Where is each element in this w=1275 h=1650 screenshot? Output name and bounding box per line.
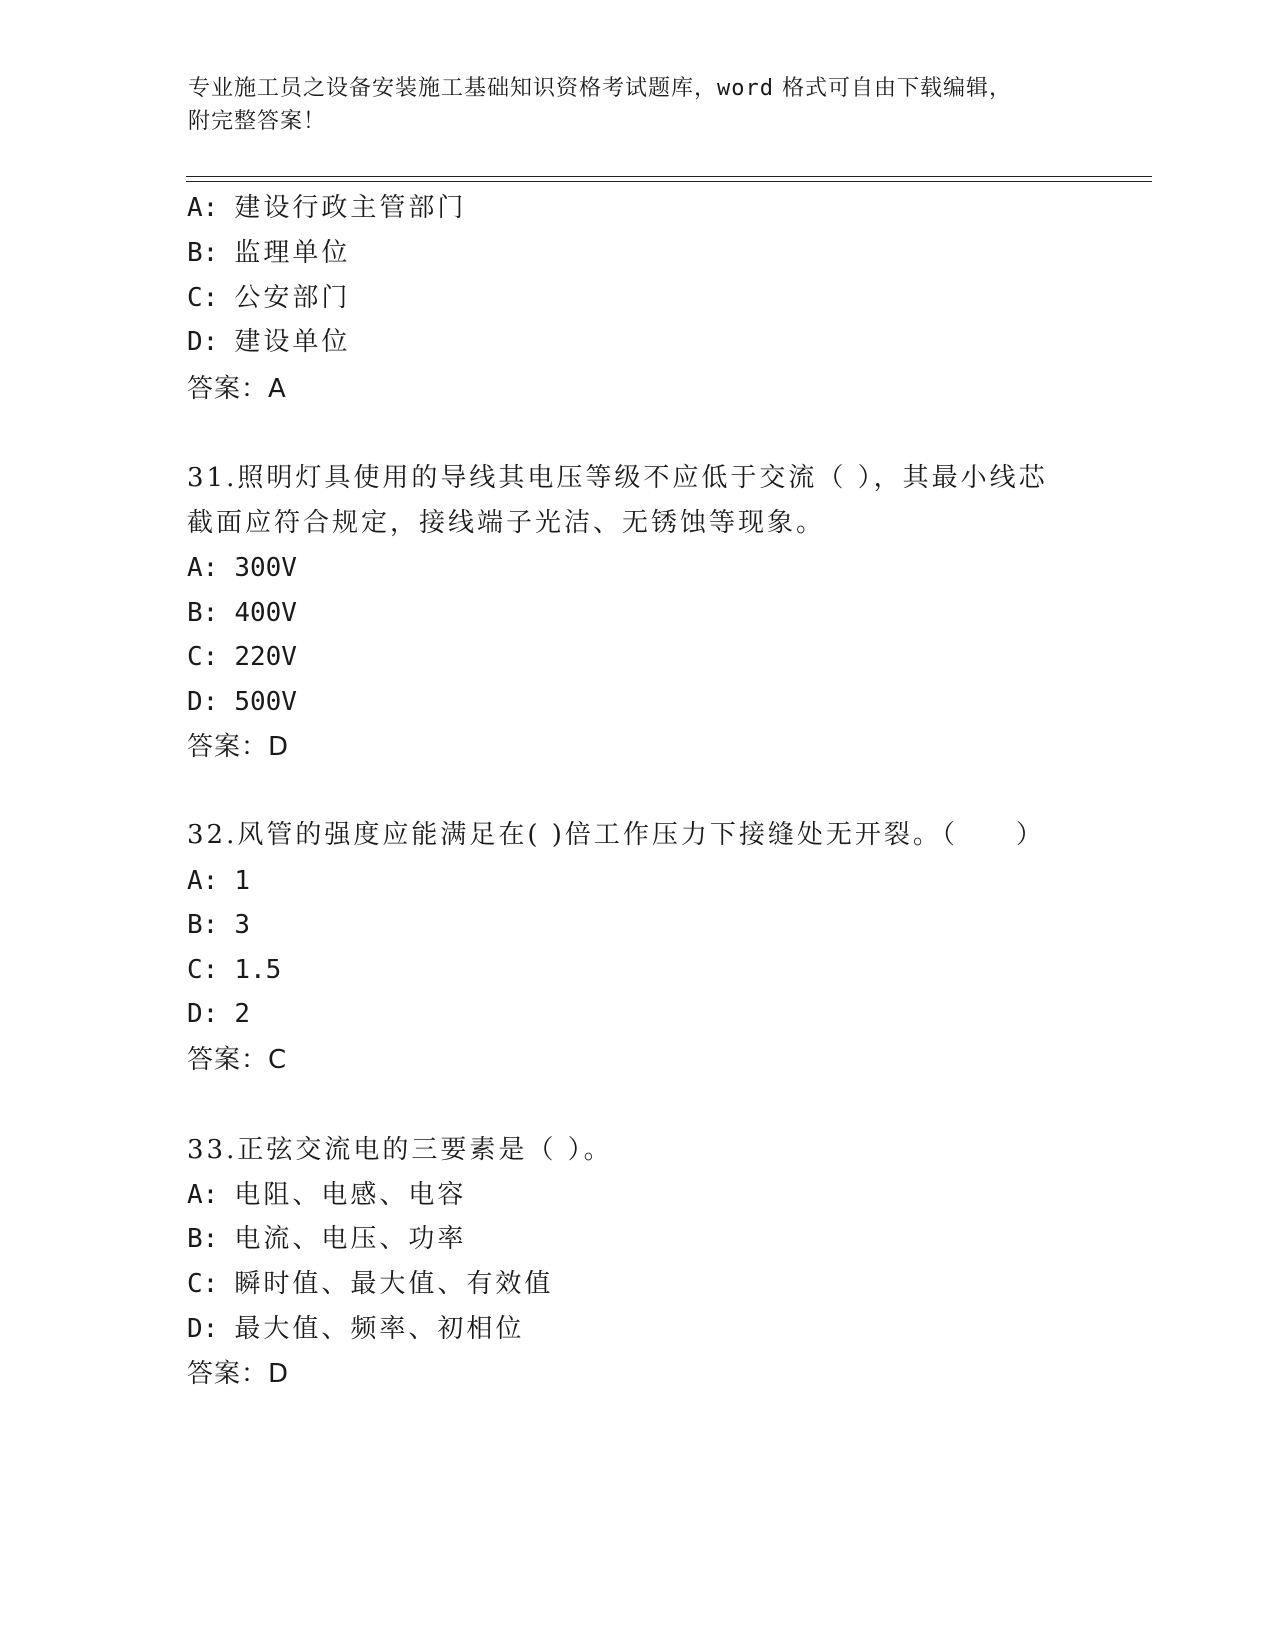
q30-option-a: A: 建设行政主管部门 (187, 193, 467, 223)
q32-stem-line-1: 32.风管的强度应能满足在( )倍工作压力下接缝处无开裂。（ ） (187, 820, 1045, 850)
q30-option-c: C: 公安部门 (187, 283, 351, 313)
q32-option-d: D: 2 (187, 999, 250, 1029)
q33-answer: 答案：D (187, 1359, 290, 1389)
q33-stem-line-1: 33.正弦交流电的三要素是（ ）。 (187, 1135, 613, 1165)
q31-stem-line-1: 31.照明灯具使用的导线其电压等级不应低于交流（ ），其最小线芯 (187, 463, 1048, 493)
q30-option-d: D: 建设单位 (187, 327, 351, 357)
q30-option-b: B: 监理单位 (187, 238, 351, 268)
q33-option-b: B: 电流、电压、功率 (187, 1224, 467, 1254)
q32-option-b: B: 3 (187, 910, 250, 940)
q33-option-c: C: 瞬时值、最大值、有效值 (187, 1269, 554, 1299)
q31-option-d: D: 500V (187, 687, 297, 717)
q33-option-a: A: 电阻、电感、电容 (187, 1180, 467, 1210)
header-text-part-2: 格式可自由下载编辑， (782, 76, 1013, 101)
header-line-1 (188, 72, 1088, 105)
q31-option-c: C: 220V (187, 642, 297, 672)
header-text-word: word (717, 76, 774, 101)
q32-option-c: C: 1.5 (187, 955, 282, 985)
q32-answer: 答案：C (187, 1045, 288, 1075)
header-line-2: 附完整答案！ (188, 109, 327, 134)
header-text-part-1: 专业施工员之设备安装施工基础知识资格考试题库， (188, 76, 718, 101)
header-divider-bottom (186, 181, 1152, 182)
q31-option-b: B: 400V (187, 598, 297, 628)
q31-stem-line-2: 截面应符合规定，接线端子光洁、无锈蚀等现象。 (187, 508, 826, 538)
q31-option-a: A: 300V (187, 553, 297, 583)
q32-option-a: A: 1 (187, 866, 250, 896)
document-header (188, 72, 1088, 138)
q33-option-d: D: 最大值、频率、初相位 (187, 1314, 525, 1344)
header-divider-top (186, 176, 1152, 177)
q30-answer: 答案：A (187, 374, 287, 404)
q31-answer: 答案：D (187, 732, 290, 762)
